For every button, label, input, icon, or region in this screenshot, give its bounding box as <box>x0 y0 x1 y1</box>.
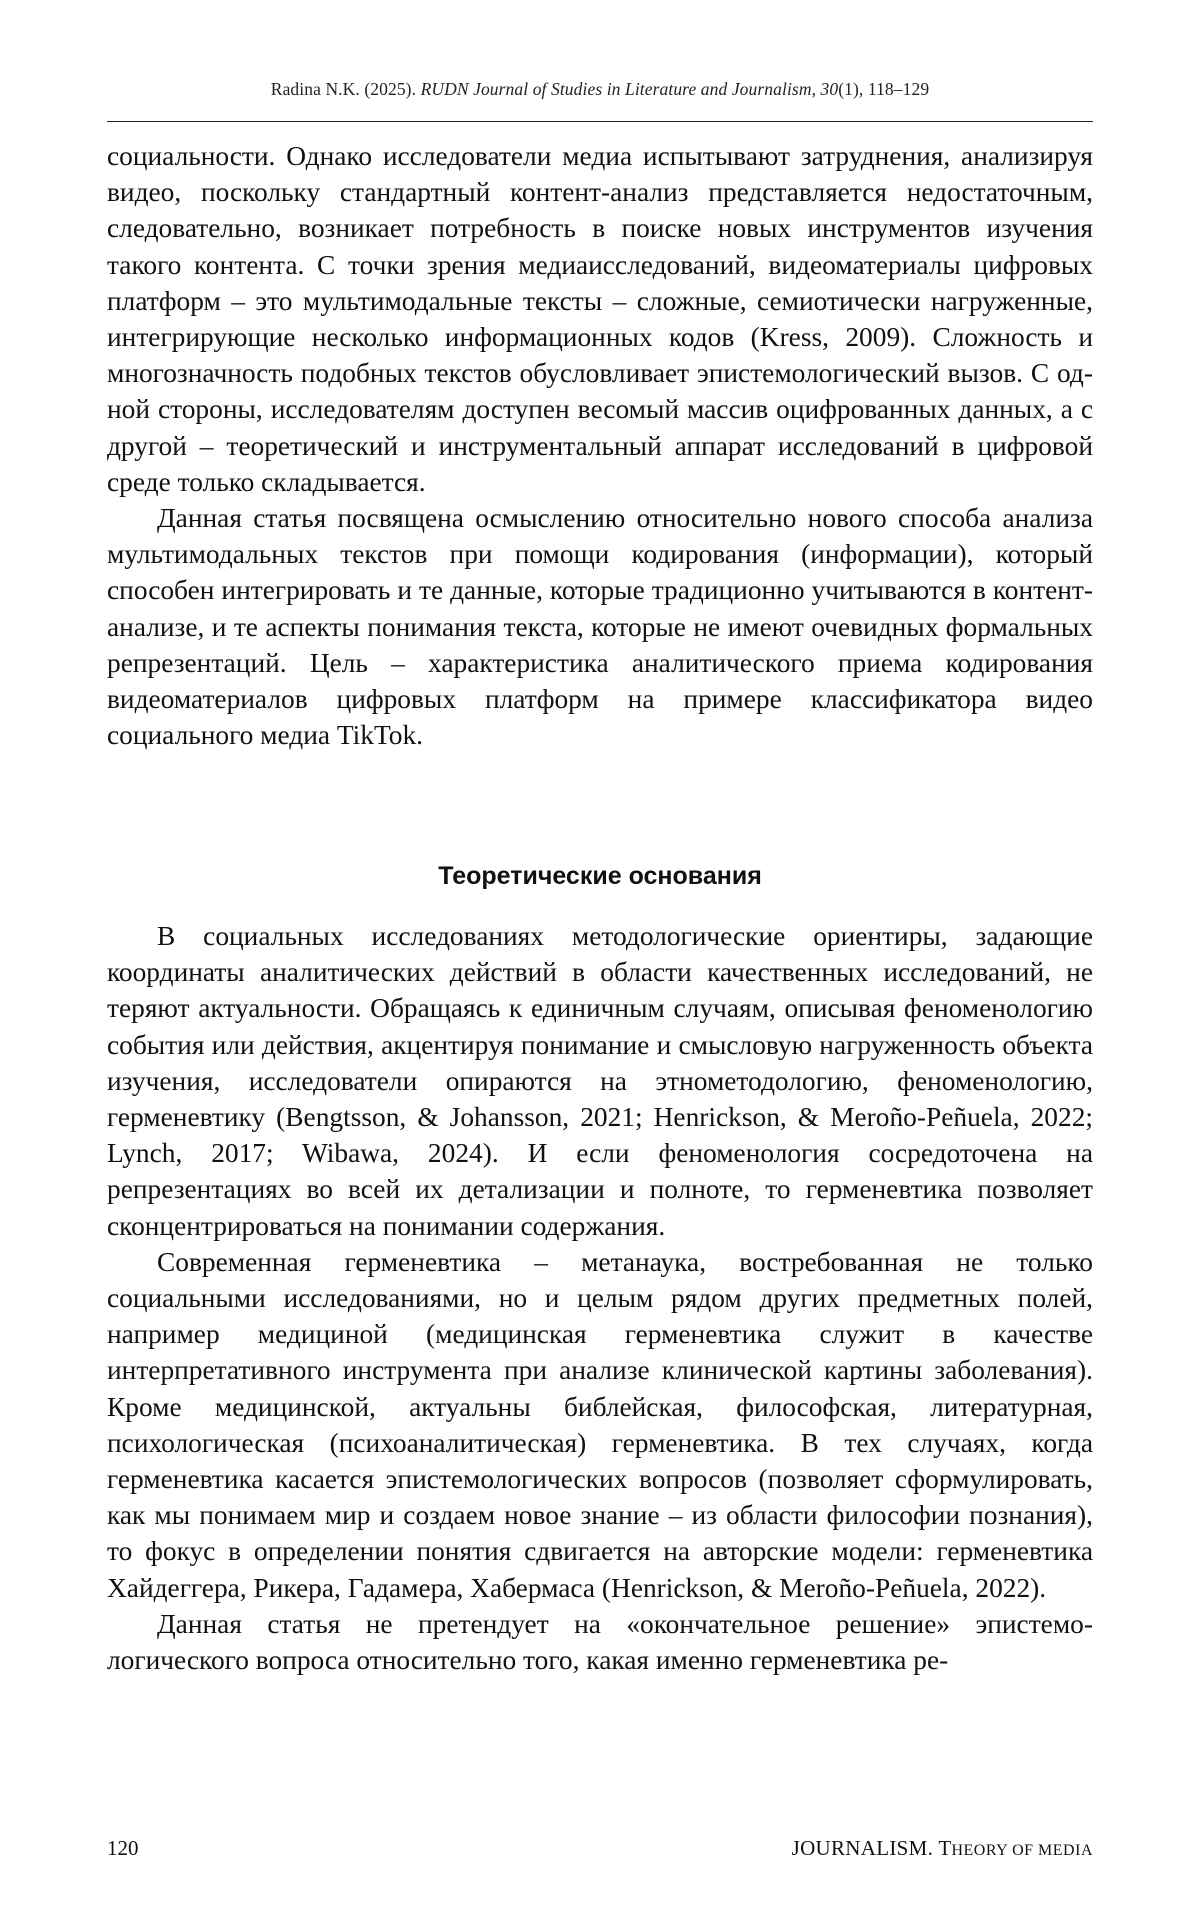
paragraph-4: Современная герменевтика – метанаука, востребованная не только социальными исследованиями, но и целым рядом других предметных по­лей, например медициной (медицинская герменевтика служит в качестве интерпретативного инструмента при анализе клинической картины за­болевания). Кроме медицинской, актуальны библейская, философская, литературная, психологическая (психоаналитическая) герменевтика. В тех случаях, когда герменевтика касается эпистемологических вопро­сов (позволяет сформулировать, как мы понимаем мир и создаем новое знание – из области философии познания), то фокус в определении по­нятия сдвигается на авторские модели: герменевтика Хайдеггера, Рикера, Гадамера, Хабермаса (Henrickson, & Meroño-Peñuela, 2022). <box>107 1244 1093 1606</box>
body-text-bottom <box>107 918 1093 1678</box>
body-text-top <box>107 138 1093 753</box>
running-header <box>107 79 1093 100</box>
header-authors: Radina N.K. (2025). <box>271 79 416 99</box>
paragraph-1: социальности. Однако исследователи медиа испытывают затруднения, анализируя видео, поскольку стандартный контент-анализ представляется недостаточным, следовательно, возникает потребность в поиске новых инструментов изучения такого контента. С точки зрения медиаисследо­ваний, видеоматериалы цифровых платформ – это мультимодальные тексты – сложные, семиотически нагруженные, интегрирующие не­сколько информационных кодов (Kress, 2009). Сложность и многознач­ность подобных текстов обусловливает эпистемологический вызов. С од­ной стороны, исследователям доступен весомый массив оцифрованных данных, а с другой – теоретический и инструментальный аппарат иссле­дований в цифровой среде только складывается. <box>107 138 1093 500</box>
footer-journal-smallcaps: HEORY OF MEDIA <box>951 1842 1093 1859</box>
section-heading: Теоретические основания <box>107 862 1093 891</box>
paragraph-2: Данная статья посвящена осмыслению относительно нового способа анализа мультимодальных текстов при помощи кодирования (инфор­мации), который способен интегрировать и те данные, которые традиционно учитываются в контент-анализе, и те аспекты понимания текста, которые не имеют очевидных формальных репрезентаций. Цель – характеристика аналитического приема кодирования видеоматериалов цифровых плат­форм на примере классификатора видео социального медиа TikTok. <box>107 500 1093 753</box>
journal-page <box>0 0 1200 1906</box>
paragraph-3: В социальных исследованиях методологические ориентиры, задаю­щие координаты аналитических действий в области качественных иссле­дований, не теряют актуальности. Обращаясь к единичным случаям, описывая феноменологию события или действия, акцентируя понима­ние и смысловую нагруженность объекта изучения, исследователи опи­раются на этнометодологию, феноменологию, герменевтику (Bengtsson, & Johansson, 2021; Henrickson, & Meroño-Peñuela, 2022; Lynch, 2017; Wiba­wa, 2024). И если феноменология сосредоточена на репрезентациях во всей их детализации и полноте, то герменевтика позволяет сконцентри­роваться на понимании содержания. <box>107 918 1093 1244</box>
footer-journal-name <box>792 1836 1093 1861</box>
footer-journal-main: JOURNALISM. T <box>792 1836 952 1860</box>
header-journal-title: RUDN Journal of Studies in Literature and Journalism, 30 <box>421 79 839 99</box>
page-number: 120 <box>107 1836 139 1861</box>
header-divider <box>107 121 1093 122</box>
header-issue-pages: (1), 118–129 <box>838 79 929 99</box>
paragraph-5: Данная статья не претендует на «окончательное решение» эпистемо­логического вопроса относительно того, какая именно герменевтика ре- <box>107 1606 1093 1678</box>
